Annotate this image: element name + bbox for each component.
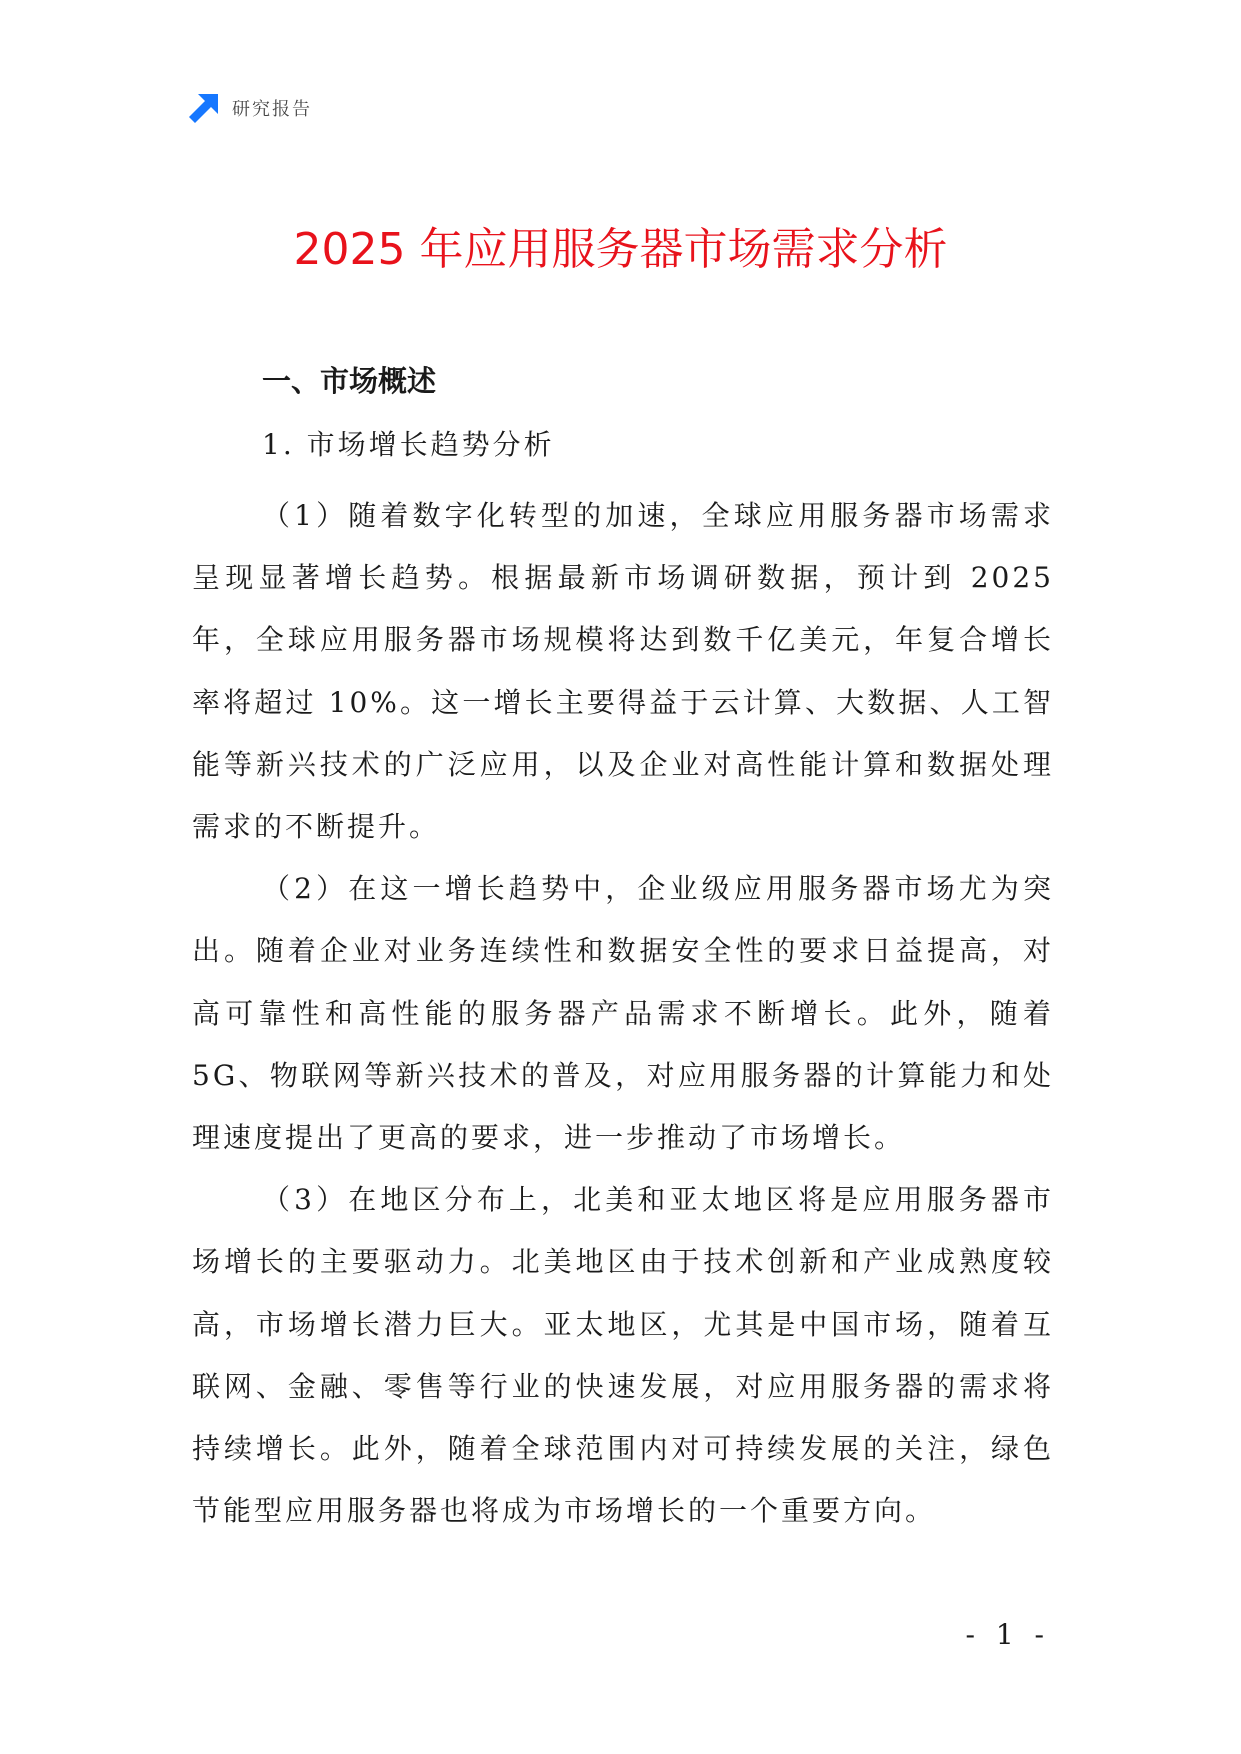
document-title: 2025 年应用服务器市场需求分析	[293, 224, 948, 275]
report-header	[188, 92, 312, 124]
document-body	[192, 357, 1054, 1542]
sub-heading: 1. 市场增长趋势分析	[262, 428, 555, 461]
paragraph-2: （2）在这一增长趋势中，企业级应用服务器市场尤为突出。随着企业对业务连续性和数据安全性的要求日益提高，对高可靠性和高性能的服务器产品需求不断增长。此外，随着 5G、物联网等新兴技术的普及，对应用服务器的计算能力和处理速度提出了更高的要求，进一步推动了市场增长。	[192, 872, 1054, 1155]
paragraph-3: （3）在地区分布上，北美和亚太地区将是应用服务器市场增长的主要驱动力。北美地区由于技术创新和产业成熟度较高，市场增长潜力巨大。亚太地区，尤其是中国市场，随着互联网、金融、零售等行业的快速发展，对应用服务器的需求将持续增长。此外，随着全球范围内对可持续发展的关注，绿色节能型应用服务器也将成为市场增长的一个重要方向。	[192, 1183, 1054, 1528]
section-heading: 一、市场概述	[262, 364, 437, 398]
page-number: - 1 -	[965, 1618, 1050, 1651]
arrow-up-right-icon	[188, 92, 220, 124]
paragraph-1: （1）随着数字化转型的加速，全球应用服务器市场需求呈现显著增长趋势。根据最新市场调研数据，预计到 2025 年，全球应用服务器市场规模将达到数千亿美元，年复合增长率将超过 10%。这一增长主要得益于云计算、大数据、人工智能等新兴技术的广泛应用，以及企业对高性能计算和数据处理需求的不断提升。	[192, 499, 1054, 844]
header-label: 研究报告	[232, 99, 312, 120]
